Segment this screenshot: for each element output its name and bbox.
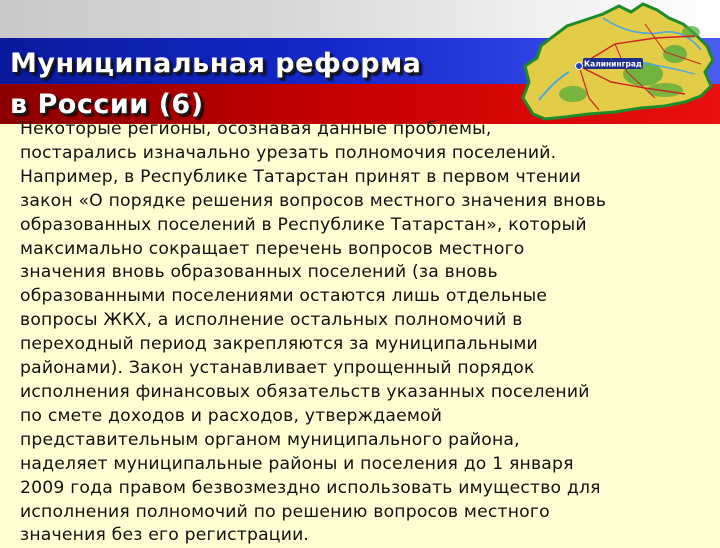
body-line: исполнения финансовых обязательств указанных поселений bbox=[20, 381, 590, 402]
page-title-line-1: Муниципальная реформа bbox=[10, 48, 422, 79]
body-line: районами). Закон устанавливает упрощенный порядок bbox=[20, 358, 535, 379]
body-line: наделяет муниципальные районы и поселения до 1 января bbox=[20, 453, 574, 474]
body-line: по смете доходов и расходов, утверждаемой bbox=[20, 405, 443, 426]
body-line: максимально сокращает перечень вопросов местного bbox=[20, 238, 525, 259]
kaliningrad-map-image bbox=[515, 2, 715, 124]
body-line: переходный период закрепляются за муниципальными bbox=[20, 334, 538, 355]
body-line: Например, в Республике Татарстан принят в первом чтении bbox=[20, 166, 581, 187]
page-title-line-2: в России (6) bbox=[10, 89, 204, 120]
body-line: значения без его регистрации. bbox=[20, 525, 310, 546]
body-line: 2009 года правом безвозмездно использовать имущество для bbox=[20, 477, 601, 498]
body-paragraph bbox=[20, 118, 710, 548]
body-line: постарались изначально урезать полномочия поселений. bbox=[20, 142, 557, 163]
body-line: значения вновь образованных поселений (за вновь bbox=[20, 262, 498, 283]
body-line: вопросы ЖКХ, а исполнение остальных полномочий в bbox=[20, 310, 523, 331]
body-line: закон «О порядке решения вопросов местного значения вновь bbox=[20, 190, 607, 211]
map-city-label: Калининград bbox=[584, 59, 642, 69]
body-line: представительным органом муниципального района, bbox=[20, 429, 520, 450]
body-line: исполнения полномочий по решению вопросов местного bbox=[20, 501, 550, 522]
body-line: Некоторые регионы, осознавая данные проблемы, bbox=[20, 119, 492, 139]
body-line: образованных поселений в Республике Татарстан», который bbox=[20, 214, 587, 235]
body-line: образованными поселениями остаются лишь отдельные bbox=[20, 286, 548, 307]
